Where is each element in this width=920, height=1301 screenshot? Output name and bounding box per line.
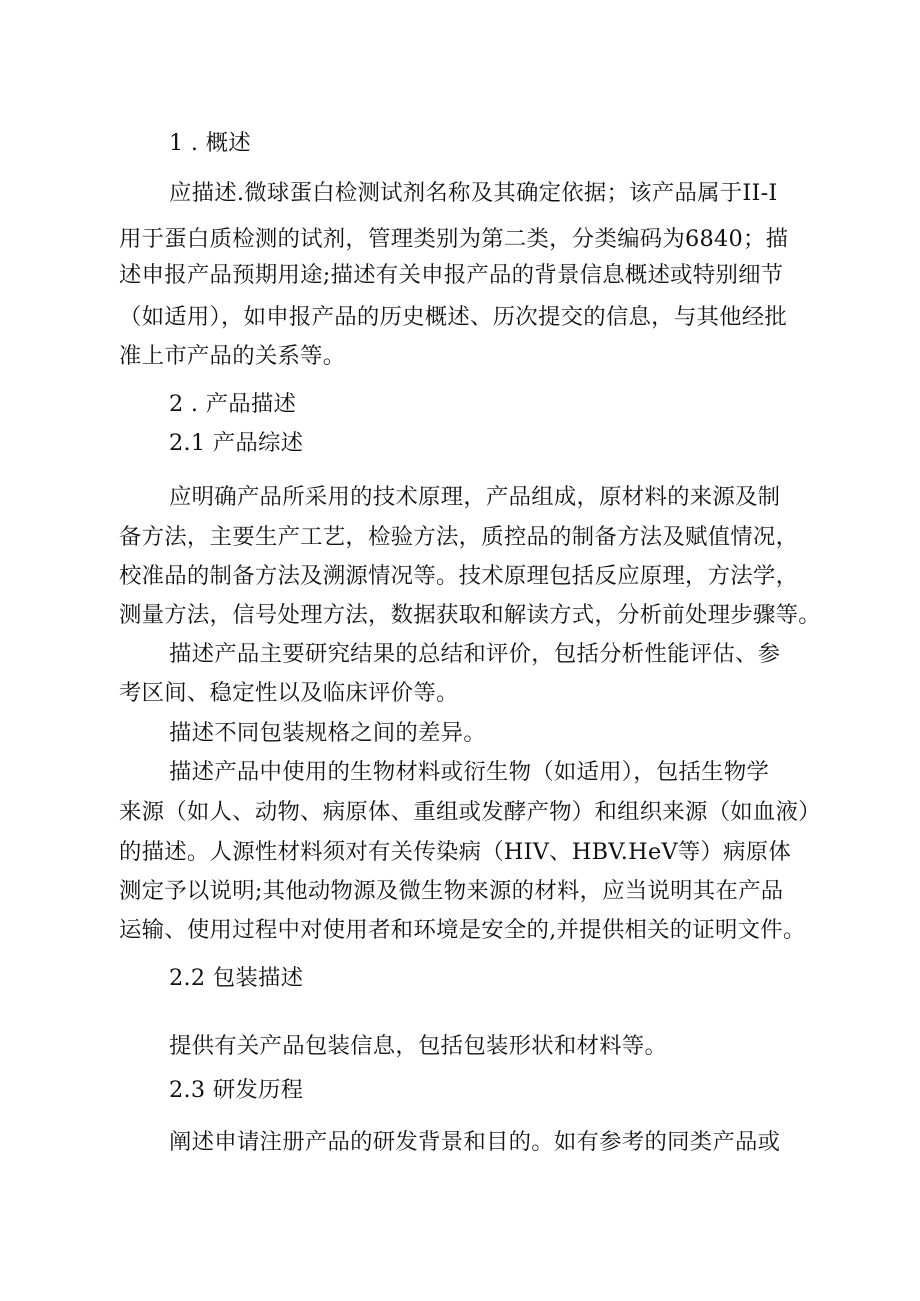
paragraph-line: 校准品的制备方法及溯源情况等。技术原理包括反应原理，方法学， [119, 563, 799, 589]
paragraph-line: 测量方法，信号处理方法，数据获取和解读方式，分析前处理步骤等。 [119, 602, 821, 628]
paragraph-line: （如适用），如申报产品的历史概述、历次提交的信息，与其他经批 [119, 304, 788, 330]
paragraph-line: 阐述申请注册产品的研发背景和目的。如有参考的同类产品或 [169, 1129, 781, 1155]
paragraph-line: 用于蛋白质检测的试剂，管理类别为第二类，分类编码为6840；描 [119, 226, 789, 252]
paragraph-line: 运输、使用过程中对使用者和环境是安全的,并提供相关的证明文件。 [119, 917, 806, 943]
paragraph-line: 的描述。人源性材料须对有关传染病（HIV、HBV.HeV等）病原体 [119, 839, 792, 865]
paragraph-line: 应明确产品所采用的技术原理，产品组成，原材料的来源及制 [169, 484, 781, 510]
section-1-heading: 1 . 概述 [169, 130, 251, 156]
paragraph-line: 描述产品中使用的生物材料或衍生物（如适用），包括生物学 [169, 759, 770, 785]
paragraph-line: 考区间、稳定性以及临床评价等。 [119, 680, 459, 706]
paragraph-line: 来源（如人、动物、病原体、重组或发酵产物）和组织来源（如血液） [119, 799, 821, 825]
paragraph-line: 备方法，主要生产工艺，检验方法，质控品的制备方法及赋值情况， [119, 524, 799, 550]
section-2-heading: 2 . 产品描述 [169, 391, 297, 417]
paragraph-line: 准上市产品的关系等。 [119, 343, 346, 369]
section-2-2-heading: 2.2 包装描述 [169, 965, 304, 991]
section-2-3-heading: 2.3 研发历程 [169, 1077, 304, 1103]
paragraph-line: 描述不同包装规格之间的差异。 [169, 720, 486, 746]
paragraph-line: 测定予以说明;其他动物源及微生物来源的材料，应当说明其在产品 [119, 878, 784, 904]
section-2-1-heading: 2.1 产品综述 [169, 430, 304, 456]
paragraph-line: 描述产品主要研究结果的总结和评价，包括分析性能评估、参 [169, 641, 781, 667]
paragraph-line: 提供有关产品包装信息，包括包装形状和材料等。 [169, 1033, 668, 1059]
paragraph-line: 述申报产品预期用途;描述有关申报产品的背景信息概述或特别细节 [119, 262, 784, 288]
paragraph-line: 应描述.微球蛋白检测试剂名称及其确定依据；该产品属于II-I [169, 180, 778, 206]
